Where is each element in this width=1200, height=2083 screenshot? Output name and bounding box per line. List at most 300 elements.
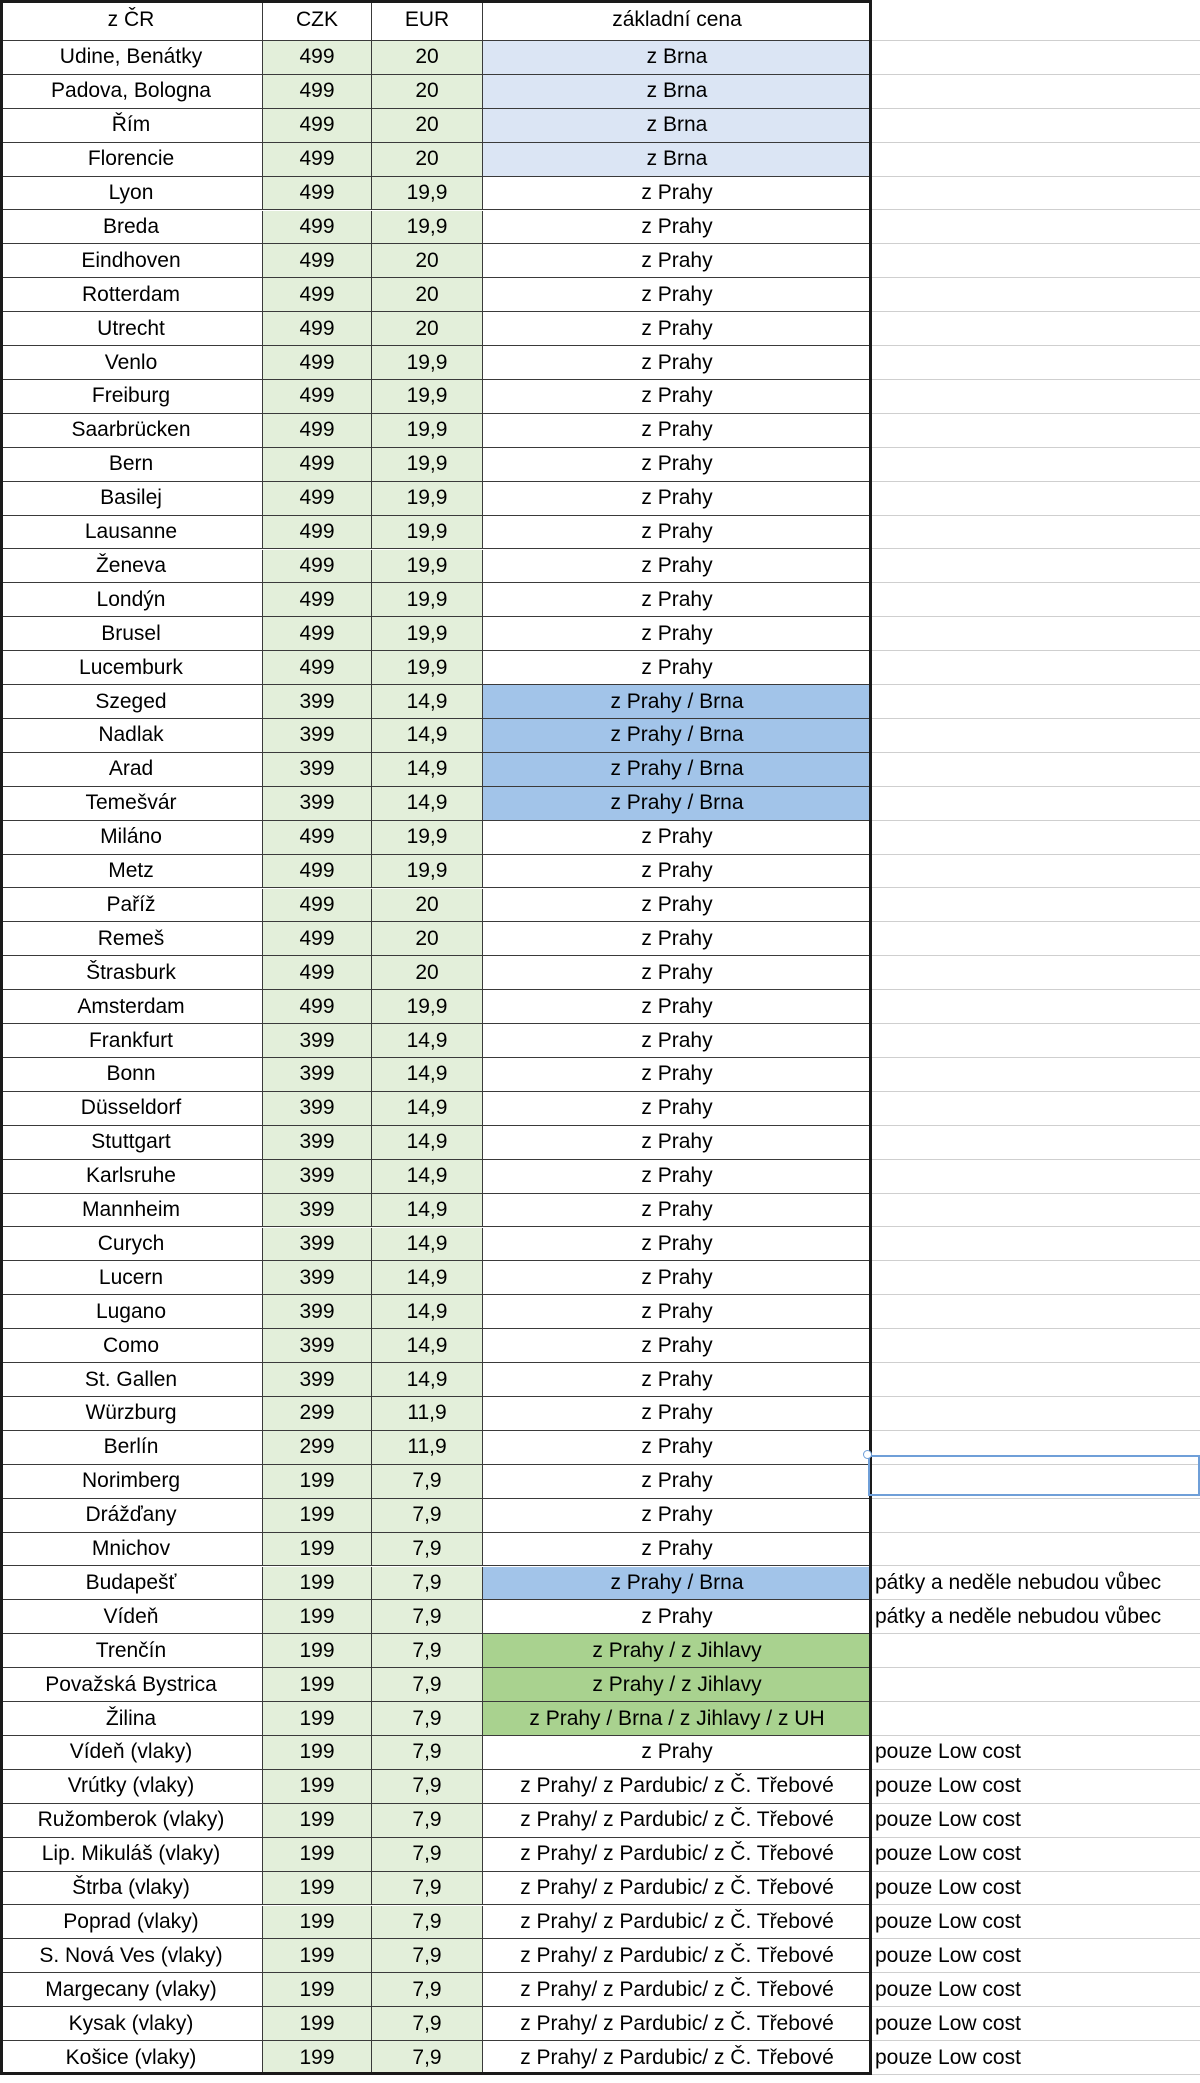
czk-cell[interactable]: 499 [263,516,372,550]
base-price-cell[interactable]: z Prahy/ z Pardubic/ z Č. Třebové [483,1804,872,1838]
base-price-cell[interactable]: z Prahy [483,990,872,1024]
city-cell[interactable]: Florencie [0,143,263,177]
city-cell[interactable]: Udine, Benátky [0,41,263,75]
note-cell[interactable]: pouze Low cost [872,1906,1200,1940]
city-cell[interactable]: Štrba (vlaky) [0,1872,263,1906]
base-price-cell[interactable]: z Prahy [483,516,872,550]
base-price-cell[interactable]: z Prahy [483,1295,872,1329]
note-cell[interactable] [872,1261,1200,1295]
base-price-cell[interactable]: z Prahy/ z Pardubic/ z Č. Třebové [483,1872,872,1906]
czk-cell[interactable]: 499 [263,956,372,990]
city-cell[interactable]: Padova, Bologna [0,75,263,109]
note-cell[interactable]: pouze Low cost [872,2007,1200,2041]
eur-cell[interactable]: 7,9 [372,1600,483,1634]
eur-cell[interactable]: 14,9 [372,1160,483,1194]
eur-cell[interactable]: 7,9 [372,1804,483,1838]
note-cell[interactable] [872,1499,1200,1533]
base-price-cell[interactable]: z Prahy / Brna [483,787,872,821]
note-cell[interactable] [872,1024,1200,1058]
eur-cell[interactable]: 14,9 [372,1194,483,1228]
base-price-cell[interactable]: z Prahy/ z Pardubic/ z Č. Třebové [483,1838,872,1872]
czk-cell[interactable]: 399 [263,1194,372,1228]
city-cell[interactable]: Düsseldorf [0,1092,263,1126]
city-cell[interactable]: Karlsruhe [0,1160,263,1194]
note-cell[interactable] [872,583,1200,617]
eur-cell[interactable]: 14,9 [372,1126,483,1160]
base-price-cell[interactable]: z Prahy [483,1126,872,1160]
eur-cell[interactable]: 19,9 [372,346,483,380]
czk-cell[interactable]: 199 [263,1668,372,1702]
base-price-cell[interactable]: z Prahy/ z Pardubic/ z Č. Třebové [483,1939,872,1973]
city-cell[interactable]: Basilej [0,482,263,516]
city-cell[interactable]: Budapešť [0,1567,263,1601]
city-cell[interactable]: Arad [0,753,263,787]
note-cell[interactable]: pouze Low cost [872,1838,1200,1872]
base-price-cell[interactable]: z Prahy [483,583,872,617]
czk-cell[interactable]: 299 [263,1431,372,1465]
base-price-cell[interactable]: z Prahy [483,1397,872,1431]
city-cell[interactable]: Lip. Mikuláš (vlaky) [0,1838,263,1872]
czk-cell[interactable]: 199 [263,1600,372,1634]
czk-cell[interactable]: 399 [263,1058,372,1092]
base-price-cell[interactable]: z Prahy [483,821,872,855]
eur-cell[interactable]: 19,9 [372,855,483,889]
note-cell[interactable] [872,855,1200,889]
eur-cell[interactable]: 14,9 [372,787,483,821]
eur-cell[interactable]: 19,9 [372,516,483,550]
eur-cell[interactable]: 7,9 [372,1634,483,1668]
city-cell[interactable]: Londýn [0,583,263,617]
eur-cell[interactable]: 7,9 [372,1465,483,1499]
note-cell[interactable] [872,312,1200,346]
czk-cell[interactable]: 499 [263,75,372,109]
note-cell[interactable] [872,1329,1200,1363]
czk-cell[interactable]: 499 [263,889,372,923]
czk-cell[interactable]: 499 [263,211,372,245]
note-cell[interactable] [872,380,1200,414]
eur-cell[interactable]: 19,9 [372,583,483,617]
czk-cell[interactable]: 199 [263,1872,372,1906]
base-price-cell[interactable]: z Prahy [483,922,872,956]
czk-cell[interactable]: 499 [263,109,372,143]
czk-cell[interactable]: 199 [263,1906,372,1940]
czk-cell[interactable]: 199 [263,1533,372,1567]
base-price-cell[interactable]: z Prahy / Brna [483,1567,872,1601]
city-cell[interactable]: Paříž [0,889,263,923]
base-price-cell[interactable]: z Prahy [483,1228,872,1262]
city-cell[interactable]: Košice (vlaky) [0,2041,263,2075]
eur-cell[interactable]: 14,9 [372,1092,483,1126]
note-cell[interactable] [872,1295,1200,1329]
city-cell[interactable]: Lausanne [0,516,263,550]
note-cell[interactable]: pátky a neděle nebudou vůbec [872,1567,1200,1601]
note-cell[interactable] [872,821,1200,855]
city-cell[interactable]: Frankfurt [0,1024,263,1058]
czk-cell[interactable]: 399 [263,1024,372,1058]
note-cell[interactable] [872,516,1200,550]
city-cell[interactable]: Vrútky (vlaky) [0,1770,263,1804]
city-cell[interactable]: Temešvár [0,787,263,821]
czk-cell[interactable]: 199 [263,1770,372,1804]
city-cell[interactable]: Stuttgart [0,1126,263,1160]
eur-cell[interactable]: 19,9 [372,177,483,211]
czk-cell[interactable]: 499 [263,482,372,516]
czk-cell[interactable]: 199 [263,1804,372,1838]
city-cell[interactable]: St. Gallen [0,1363,263,1397]
note-cell[interactable] [872,177,1200,211]
base-price-cell[interactable]: z Brna [483,75,872,109]
eur-cell[interactable]: 19,9 [372,990,483,1024]
eur-cell[interactable]: 11,9 [372,1431,483,1465]
eur-cell[interactable]: 20 [372,109,483,143]
czk-cell[interactable]: 299 [263,1397,372,1431]
eur-cell[interactable]: 7,9 [372,1533,483,1567]
base-price-cell[interactable]: z Brna [483,41,872,75]
note-cell[interactable]: pouze Low cost [872,1736,1200,1770]
eur-cell[interactable]: 20 [372,278,483,312]
city-cell[interactable]: Lugano [0,1295,263,1329]
note-cell[interactable] [872,956,1200,990]
base-price-cell[interactable]: z Prahy / z Jihlavy [483,1634,872,1668]
czk-cell[interactable]: 199 [263,1567,372,1601]
base-price-cell[interactable]: z Prahy/ z Pardubic/ z Č. Třebové [483,2041,872,2075]
base-price-cell[interactable]: z Prahy [483,278,872,312]
eur-cell[interactable]: 7,9 [372,1736,483,1770]
eur-cell[interactable]: 14,9 [372,719,483,753]
czk-cell[interactable]: 399 [263,685,372,719]
czk-cell[interactable]: 399 [263,1295,372,1329]
base-price-cell[interactable]: z Prahy/ z Pardubic/ z Č. Třebové [483,2007,872,2041]
note-cell[interactable] [872,651,1200,685]
note-cell[interactable] [872,1160,1200,1194]
header-city-cell[interactable]: z ČR [0,0,263,41]
note-cell[interactable] [872,1126,1200,1160]
city-cell[interactable]: Štrasburk [0,956,263,990]
eur-cell[interactable]: 7,9 [372,2041,483,2075]
czk-cell[interactable]: 399 [263,1363,372,1397]
note-cell[interactable] [872,75,1200,109]
city-cell[interactable]: Drážďany [0,1499,263,1533]
city-cell[interactable]: Vídeň [0,1600,263,1634]
note-cell[interactable] [872,1397,1200,1431]
note-cell[interactable] [872,889,1200,923]
czk-cell[interactable]: 199 [263,1702,372,1736]
czk-cell[interactable]: 399 [263,719,372,753]
eur-cell[interactable]: 19,9 [372,821,483,855]
czk-cell[interactable]: 399 [263,1228,372,1262]
selection-handle[interactable] [863,1450,872,1459]
base-price-cell[interactable]: z Prahy [483,550,872,584]
eur-cell[interactable]: 11,9 [372,1397,483,1431]
eur-cell[interactable]: 7,9 [372,1872,483,1906]
eur-cell[interactable]: 19,9 [372,414,483,448]
note-cell[interactable] [872,448,1200,482]
note-cell[interactable] [872,244,1200,278]
eur-cell[interactable]: 7,9 [372,1906,483,1940]
czk-cell[interactable]: 499 [263,41,372,75]
city-cell[interactable]: Lyon [0,177,263,211]
note-cell[interactable] [872,922,1200,956]
note-cell[interactable] [872,109,1200,143]
base-price-cell[interactable]: z Prahy [483,1024,872,1058]
czk-cell[interactable]: 499 [263,855,372,889]
base-price-cell[interactable]: z Prahy/ z Pardubic/ z Č. Třebové [483,1770,872,1804]
eur-cell[interactable]: 20 [372,922,483,956]
city-cell[interactable]: Berlín [0,1431,263,1465]
header-eur-cell[interactable]: EUR [372,0,483,41]
eur-cell[interactable]: 19,9 [372,550,483,584]
base-price-cell[interactable]: z Prahy/ z Pardubic/ z Č. Třebové [483,1973,872,2007]
city-cell[interactable]: Řím [0,109,263,143]
note-cell[interactable]: pouze Low cost [872,1872,1200,1906]
base-price-cell[interactable]: z Prahy [483,855,872,889]
eur-cell[interactable]: 14,9 [372,1295,483,1329]
czk-cell[interactable]: 199 [263,1634,372,1668]
note-cell[interactable] [872,278,1200,312]
city-cell[interactable]: Norimberg [0,1465,263,1499]
city-cell[interactable]: Rotterdam [0,278,263,312]
base-price-cell[interactable]: z Prahy [483,651,872,685]
base-price-cell[interactable]: z Prahy [483,956,872,990]
czk-cell[interactable]: 499 [263,414,372,448]
city-cell[interactable]: Würzburg [0,1397,263,1431]
base-price-cell[interactable]: z Prahy [483,1465,872,1499]
city-cell[interactable]: Žilina [0,1702,263,1736]
base-price-cell[interactable]: z Prahy [483,1329,872,1363]
eur-cell[interactable]: 14,9 [372,1024,483,1058]
city-cell[interactable]: Trenčín [0,1634,263,1668]
city-cell[interactable]: Curych [0,1228,263,1262]
city-cell[interactable]: Mnichov [0,1533,263,1567]
note-cell[interactable] [872,1058,1200,1092]
eur-cell[interactable]: 14,9 [372,1228,483,1262]
note-cell[interactable] [872,1431,1200,1465]
base-price-cell[interactable]: z Prahy [483,312,872,346]
city-cell[interactable]: Breda [0,211,263,245]
note-cell[interactable] [872,1363,1200,1397]
eur-cell[interactable]: 20 [372,75,483,109]
base-price-cell[interactable]: z Brna [483,143,872,177]
czk-cell[interactable]: 399 [263,1092,372,1126]
note-cell[interactable] [872,685,1200,719]
note-cell[interactable] [872,1194,1200,1228]
base-price-cell[interactable]: z Prahy [483,177,872,211]
eur-cell[interactable]: 7,9 [372,1702,483,1736]
note-cell[interactable] [872,1634,1200,1668]
eur-cell[interactable]: 19,9 [372,651,483,685]
base-price-cell[interactable]: z Prahy [483,1600,872,1634]
base-price-cell[interactable]: z Prahy / Brna [483,753,872,787]
base-price-cell[interactable]: z Prahy / z Jihlavy [483,1668,872,1702]
note-cell[interactable]: pouze Low cost [872,2041,1200,2075]
base-price-cell[interactable]: z Prahy / Brna / z Jihlavy / z UH [483,1702,872,1736]
base-price-cell[interactable]: z Prahy [483,1261,872,1295]
eur-cell[interactable]: 19,9 [372,448,483,482]
note-cell[interactable]: pouze Low cost [872,1939,1200,1973]
header-note-cell[interactable] [872,0,1200,41]
note-cell[interactable] [872,414,1200,448]
eur-cell[interactable]: 7,9 [372,1939,483,1973]
eur-cell[interactable]: 19,9 [372,380,483,414]
city-cell[interactable]: Freiburg [0,380,263,414]
city-cell[interactable]: Mannheim [0,1194,263,1228]
city-cell[interactable]: Amsterdam [0,990,263,1024]
eur-cell[interactable]: 19,9 [372,211,483,245]
city-cell[interactable]: Metz [0,855,263,889]
base-price-cell[interactable]: z Prahy / Brna [483,685,872,719]
czk-cell[interactable]: 399 [263,753,372,787]
czk-cell[interactable]: 399 [263,1261,372,1295]
czk-cell[interactable]: 399 [263,1329,372,1363]
eur-cell[interactable]: 14,9 [372,753,483,787]
note-cell[interactable] [872,1668,1200,1702]
base-price-cell[interactable]: z Prahy [483,1431,872,1465]
czk-cell[interactable]: 499 [263,651,372,685]
city-cell[interactable]: Bern [0,448,263,482]
note-cell[interactable] [872,1533,1200,1567]
eur-cell[interactable]: 14,9 [372,685,483,719]
city-cell[interactable]: Ružomberok (vlaky) [0,1804,263,1838]
eur-cell[interactable]: 14,9 [372,1329,483,1363]
base-price-cell[interactable]: z Prahy [483,414,872,448]
city-cell[interactable]: Margecany (vlaky) [0,1973,263,2007]
base-price-cell[interactable]: z Prahy [483,617,872,651]
note-cell[interactable] [872,41,1200,75]
city-cell[interactable]: Ženeva [0,550,263,584]
czk-cell[interactable]: 199 [263,1499,372,1533]
city-cell[interactable]: Saarbrücken [0,414,263,448]
eur-cell[interactable]: 7,9 [372,1770,483,1804]
base-price-cell[interactable]: z Brna [483,109,872,143]
header-czk-cell[interactable]: CZK [263,0,372,41]
czk-cell[interactable]: 199 [263,1973,372,2007]
note-cell[interactable] [872,1228,1200,1262]
base-price-cell[interactable]: z Prahy [483,1499,872,1533]
czk-cell[interactable]: 199 [263,1736,372,1770]
eur-cell[interactable]: 20 [372,143,483,177]
eur-cell[interactable]: 7,9 [372,1973,483,2007]
eur-cell[interactable]: 20 [372,889,483,923]
city-cell[interactable]: Venlo [0,346,263,380]
czk-cell[interactable]: 499 [263,821,372,855]
czk-cell[interactable]: 199 [263,2041,372,2075]
note-cell[interactable] [872,1465,1200,1499]
city-cell[interactable]: Lucern [0,1261,263,1295]
city-cell[interactable]: Brusel [0,617,263,651]
czk-cell[interactable]: 499 [263,617,372,651]
czk-cell[interactable]: 199 [263,1465,372,1499]
eur-cell[interactable]: 7,9 [372,1499,483,1533]
note-cell[interactable] [872,1702,1200,1736]
eur-cell[interactable]: 7,9 [372,2007,483,2041]
eur-cell[interactable]: 7,9 [372,1838,483,1872]
note-cell[interactable] [872,550,1200,584]
base-price-cell[interactable]: z Prahy [483,1194,872,1228]
city-cell[interactable]: Poprad (vlaky) [0,1906,263,1940]
city-cell[interactable]: Bonn [0,1058,263,1092]
city-cell[interactable]: S. Nová Ves (vlaky) [0,1939,263,1973]
city-cell[interactable]: Nadlak [0,719,263,753]
eur-cell[interactable]: 7,9 [372,1668,483,1702]
eur-cell[interactable]: 19,9 [372,482,483,516]
city-cell[interactable]: Remeš [0,922,263,956]
czk-cell[interactable]: 499 [263,312,372,346]
base-price-cell[interactable]: z Prahy [483,346,872,380]
base-price-cell[interactable]: z Prahy [483,380,872,414]
city-cell[interactable]: Kysak (vlaky) [0,2007,263,2041]
base-price-cell[interactable]: z Prahy [483,244,872,278]
note-cell[interactable] [872,753,1200,787]
base-price-cell[interactable]: z Prahy [483,1160,872,1194]
city-cell[interactable]: Vídeň (vlaky) [0,1736,263,1770]
city-cell[interactable]: Szeged [0,685,263,719]
eur-cell[interactable]: 19,9 [372,617,483,651]
header-base-price-cell[interactable]: základní cena [483,0,872,41]
base-price-cell[interactable]: z Prahy [483,889,872,923]
eur-cell[interactable]: 14,9 [372,1363,483,1397]
czk-cell[interactable]: 399 [263,787,372,821]
note-cell[interactable]: pouze Low cost [872,1973,1200,2007]
czk-cell[interactable]: 499 [263,550,372,584]
base-price-cell[interactable]: z Prahy [483,448,872,482]
czk-cell[interactable]: 499 [263,448,372,482]
eur-cell[interactable]: 14,9 [372,1058,483,1092]
czk-cell[interactable]: 499 [263,583,372,617]
czk-cell[interactable]: 399 [263,1160,372,1194]
city-cell[interactable]: Lucemburk [0,651,263,685]
czk-cell[interactable]: 199 [263,1939,372,1973]
city-cell[interactable]: Miláno [0,821,263,855]
base-price-cell[interactable]: z Prahy [483,1058,872,1092]
eur-cell[interactable]: 20 [372,956,483,990]
note-cell[interactable]: pouze Low cost [872,1804,1200,1838]
eur-cell[interactable]: 20 [372,41,483,75]
czk-cell[interactable]: 199 [263,1838,372,1872]
note-cell[interactable] [872,346,1200,380]
city-cell[interactable]: Como [0,1329,263,1363]
czk-cell[interactable]: 499 [263,922,372,956]
base-price-cell[interactable]: z Prahy [483,482,872,516]
base-price-cell[interactable]: z Prahy [483,1363,872,1397]
base-price-cell[interactable]: z Prahy [483,211,872,245]
czk-cell[interactable]: 499 [263,990,372,1024]
eur-cell[interactable]: 7,9 [372,1567,483,1601]
czk-cell[interactable]: 499 [263,278,372,312]
note-cell[interactable]: pouze Low cost [872,1770,1200,1804]
note-cell[interactable] [872,787,1200,821]
czk-cell[interactable]: 499 [263,244,372,278]
note-cell[interactable] [872,719,1200,753]
note-cell[interactable] [872,617,1200,651]
czk-cell[interactable]: 199 [263,2007,372,2041]
note-cell[interactable] [872,1092,1200,1126]
eur-cell[interactable]: 20 [372,312,483,346]
eur-cell[interactable]: 14,9 [372,1261,483,1295]
base-price-cell[interactable]: z Prahy/ z Pardubic/ z Č. Třebové [483,1906,872,1940]
base-price-cell[interactable]: z Prahy [483,1092,872,1126]
city-cell[interactable]: Považská Bystrica [0,1668,263,1702]
czk-cell[interactable]: 399 [263,1126,372,1160]
note-cell[interactable]: pátky a neděle nebudou vůbec [872,1600,1200,1634]
czk-cell[interactable]: 499 [263,346,372,380]
base-price-cell[interactable]: z Prahy [483,1533,872,1567]
czk-cell[interactable]: 499 [263,380,372,414]
czk-cell[interactable]: 499 [263,143,372,177]
note-cell[interactable] [872,143,1200,177]
base-price-cell[interactable]: z Prahy [483,1736,872,1770]
eur-cell[interactable]: 20 [372,244,483,278]
note-cell[interactable] [872,990,1200,1024]
